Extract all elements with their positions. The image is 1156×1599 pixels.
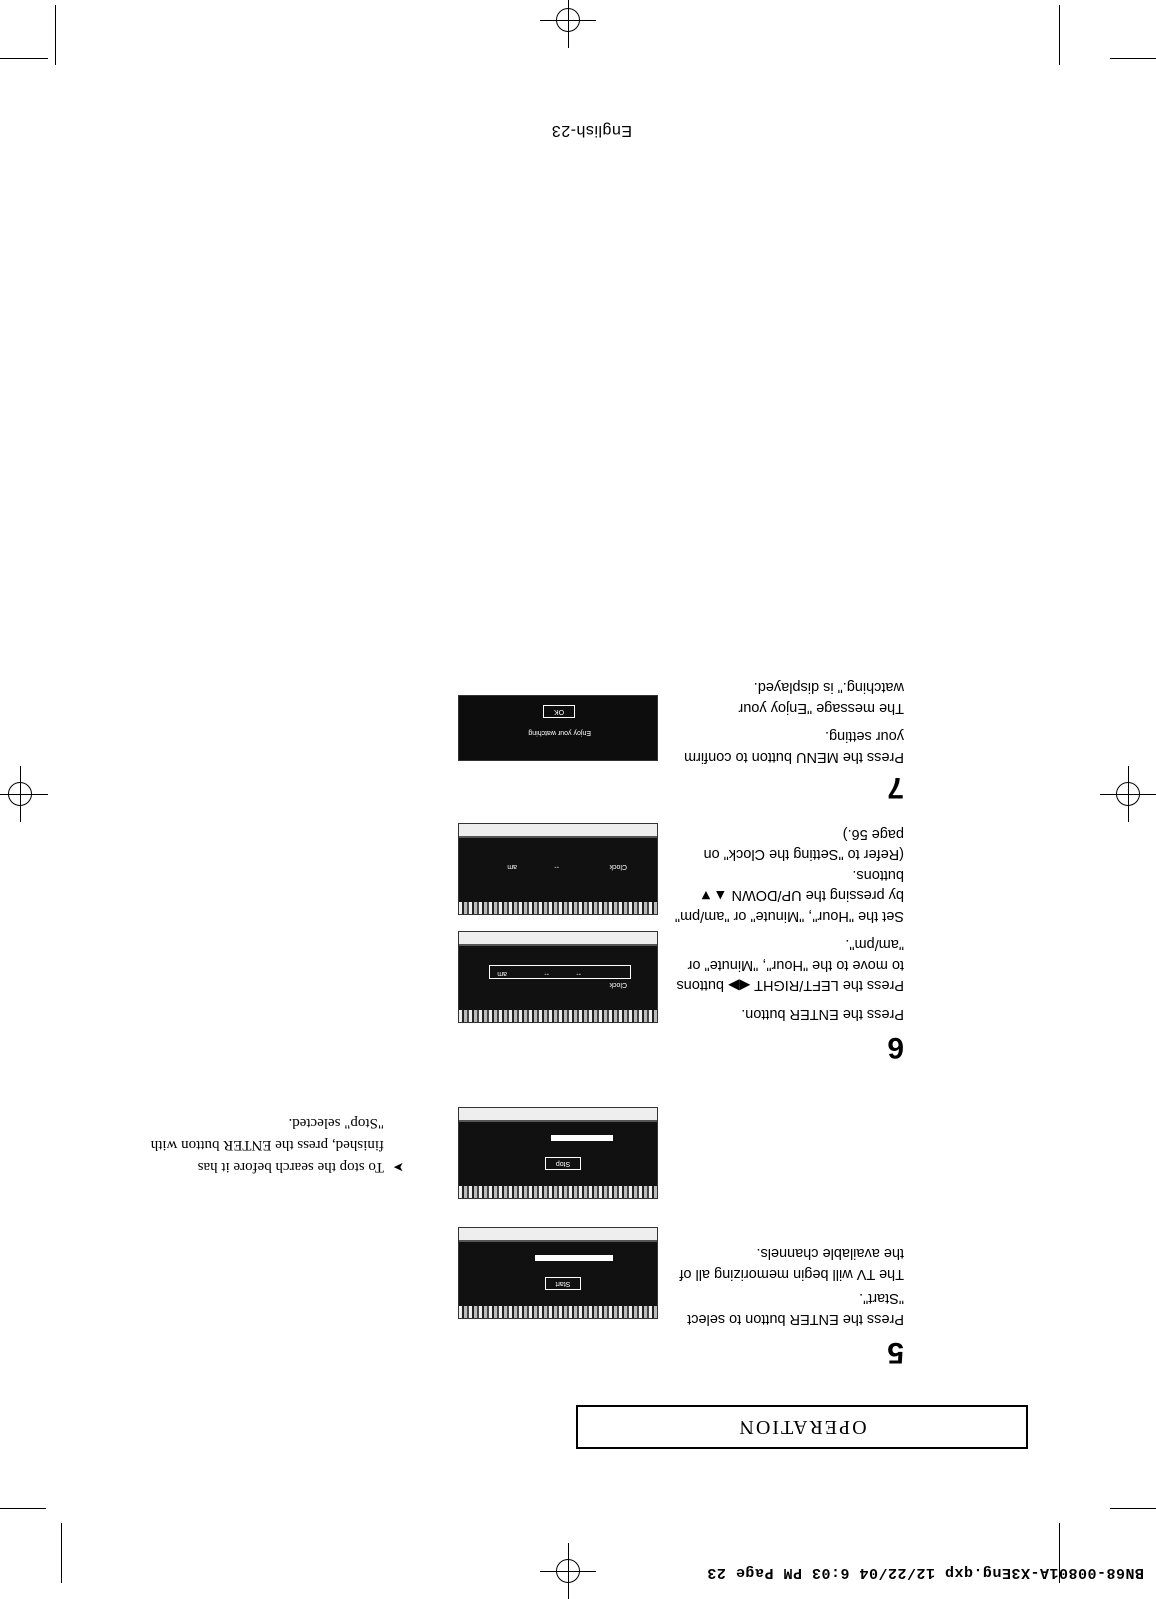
clock-field [489,965,631,979]
clock-screen [458,931,658,1023]
ok-button-label: OK [543,705,575,718]
registration-mark-icon [0,774,40,814]
step-paragraph: Press the ENTER button. [741,1006,904,1022]
step-number: 6 [887,1031,904,1064]
page-footer: English-23 [551,122,632,139]
clock-label: Clock [609,981,627,988]
trim-mark [1059,5,1060,65]
step-paragraph: Press the LEFT/RIGHT ◀▶ buttons to move to the "Hour", "Minute" or "am/pm". [676,936,904,994]
step-number: 5 [887,1336,904,1369]
scan-start-screen [458,1227,658,1319]
stop-search-note [144,1112,404,1178]
step-paragraph: The message "Enjoy your watching." is displayed. [738,679,904,716]
trim-mark [61,1523,62,1583]
stop-button-label: Stop [545,1157,581,1170]
clock-am-value: am [497,970,507,977]
step-paragraph: (Refer to "Setting the Clock" on page 56.) [703,826,904,863]
section-header [576,1405,1028,1449]
clock-label: Clock [609,863,627,870]
clock-am-value: am [507,863,517,870]
trim-mark [1110,58,1156,59]
step-paragraph: Press the MENU button to confirm your setting. [684,728,904,765]
section-title: OPERATION [737,1416,867,1438]
note-text: To stop the search before it has finished, press the ENTER button with "Stop" selected. [150,1115,384,1175]
progress-bar [535,1255,613,1261]
clock-hour-value: -- [554,863,559,870]
registration-mark-icon [548,0,588,40]
step-6-text [674,824,904,1025]
step-paragraph: Press the ENTER button to select "Start". [687,1290,904,1327]
progress-bar [551,1135,613,1141]
registration-mark-icon [548,1551,588,1591]
step-paragraph: Set the "Hour", "Minute" or "am/pm" by pressing the UP/DOWN ▲▼ buttons. [674,867,904,924]
registration-mark-icon [1108,774,1148,814]
step-number: 7 [887,771,904,804]
clock-select-screen [458,823,658,915]
enjoy-message-screen [458,695,658,761]
note-bullet-icon: ➤ [393,1160,404,1175]
clock-minute-value: -- [576,970,581,977]
trim-mark [0,58,48,59]
clock-hour-value: -- [544,970,549,977]
trim-mark [55,5,56,65]
scan-stop-screen [458,1107,658,1199]
trim-mark [1110,1508,1156,1509]
print-slug: BN68-00801A-X3Eng.qxp 12/22/04 6:03 PM Page 23 [706,1564,1144,1581]
step-5-text [674,1243,904,1329]
start-button-label: Start [545,1277,581,1290]
step-paragraph: The TV will begin memorizing all of the available channels. [679,1245,904,1282]
enjoy-message: Enjoy your watching [528,729,591,736]
trim-mark [0,1508,46,1509]
step-7-text [674,677,904,767]
